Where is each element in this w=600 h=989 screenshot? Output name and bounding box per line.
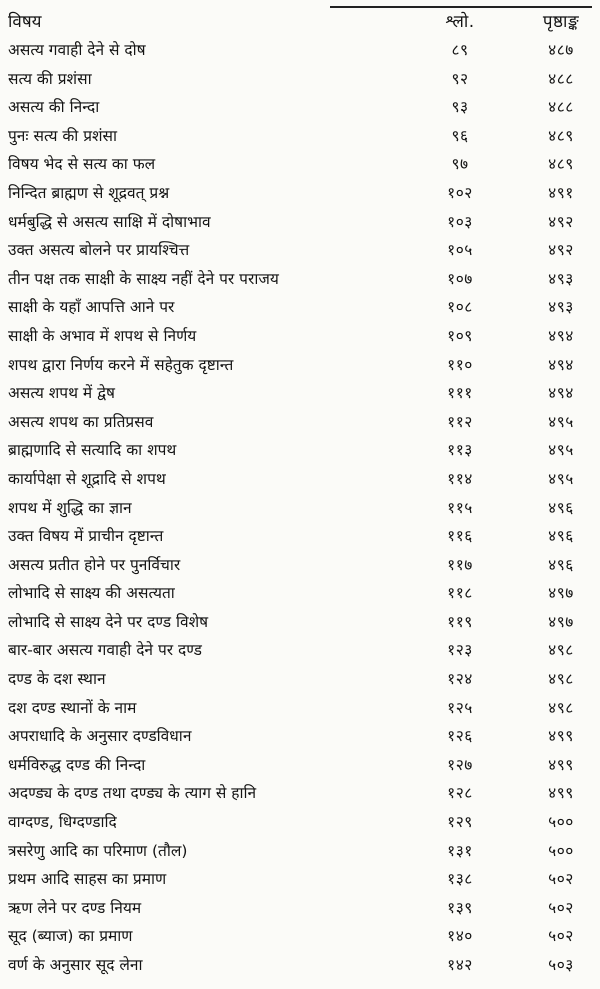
row-subject: दश दण्ड स्थानों के नाम (8, 698, 137, 717)
row-subject: लोभादि से साक्ष्य की असत्यता (8, 584, 175, 603)
row-subject: असत्य शपथ में द्वेष (8, 384, 115, 403)
row-verse: १०७ (447, 269, 473, 288)
table-row (0, 436, 600, 465)
row-verse: १११ (447, 384, 473, 403)
row-verse: ११० (447, 355, 473, 374)
table-row (0, 65, 600, 94)
row-verse: १३९ (447, 898, 473, 917)
row-subject: पुनः सत्य की प्रशंसा (8, 126, 118, 145)
row-page: ४९९ (548, 727, 574, 746)
header-page: पृष्ठाङ्क (542, 12, 580, 32)
row-subject: अपराधादि के अनुसार दण्डविधान (8, 727, 192, 746)
table-row (0, 837, 600, 866)
table-row (0, 922, 600, 951)
row-verse: १२४ (447, 670, 473, 689)
row-page: ४९८ (548, 698, 574, 717)
row-verse: १४२ (447, 956, 473, 974)
index-rows (0, 36, 600, 980)
table-row (0, 265, 600, 294)
row-page: ४८९ (548, 126, 574, 145)
row-verse: १०९ (447, 326, 473, 345)
table-row (0, 379, 600, 408)
row-subject: साक्षी के अभाव में शपथ से निर्णय (8, 326, 197, 345)
row-page: ४९९ (548, 755, 574, 774)
row-page: ४९२ (548, 212, 574, 231)
row-verse: ९७ (451, 155, 469, 174)
row-page: ४९६ (548, 498, 574, 517)
row-page: ४९७ (548, 612, 574, 631)
header-verse: श्लो. (445, 12, 475, 32)
row-subject: अदण्ड्य के दण्ड तथा दण्ड्य के त्याग से हानि (8, 784, 257, 803)
row-verse: १२९ (447, 813, 473, 832)
row-verse: १२५ (447, 698, 473, 717)
row-verse: ११९ (447, 612, 473, 631)
row-verse: ९३ (451, 98, 469, 117)
table-row (0, 122, 600, 151)
table-row (0, 179, 600, 208)
row-subject: ब्राह्मणादि से सत्यादि का शपथ (8, 441, 177, 460)
row-subject: कार्यापेक्षा से शूद्रादि से शपथ (8, 469, 166, 488)
table-row (0, 951, 600, 980)
table-row (0, 665, 600, 694)
row-subject: विषय भेद से सत्य का फल (8, 155, 156, 174)
row-subject: प्रथम आदि साहस का प्रमाण (8, 870, 167, 889)
table-row (0, 93, 600, 122)
table-row (0, 865, 600, 894)
row-verse: १३८ (447, 870, 473, 889)
row-verse: १२७ (447, 755, 473, 774)
table-row (0, 551, 600, 580)
row-page: ४९९ (548, 784, 574, 803)
row-verse: ११६ (447, 527, 473, 546)
row-verse: ९२ (451, 69, 469, 88)
row-subject: उक्त असत्य बोलने पर प्रायश्चित्त (8, 241, 190, 260)
row-page: ४८९ (548, 155, 574, 174)
row-subject: सत्य की प्रशंसा (8, 69, 92, 88)
row-page: ४९६ (548, 527, 574, 546)
row-subject: असत्य प्रतीत होने पर पुनर्विचार (8, 555, 181, 574)
table-row (0, 636, 600, 665)
table-row (0, 36, 600, 65)
row-page: ४९४ (548, 326, 574, 345)
row-page: ४८७ (548, 41, 574, 59)
row-page: ५०० (548, 813, 574, 832)
table-row (0, 751, 600, 780)
row-subject: निन्दित ब्राह्मण से शूद्रवत् प्रश्न (8, 183, 170, 202)
row-subject: तीन पक्ष तक साक्षी के साक्ष्य नहीं देने पर पराजय (8, 269, 279, 288)
row-page: ५०२ (548, 870, 574, 889)
row-page: ५०२ (548, 898, 574, 917)
row-subject: असत्य गवाही देने से दोष (8, 41, 146, 59)
row-verse: १०२ (447, 183, 473, 202)
table-header (0, 8, 600, 36)
table-row (0, 293, 600, 322)
row-page: ४९३ (548, 269, 574, 288)
row-subject: त्रसरेणु आदि का परिमाण (तौल) (8, 841, 188, 860)
table-row (0, 694, 600, 723)
row-verse: ११२ (447, 412, 473, 431)
row-subject: ऋण लेने पर दण्ड नियम (8, 898, 142, 917)
row-page: ४९१ (548, 183, 574, 202)
row-page: ४८८ (548, 98, 574, 117)
table-row (0, 608, 600, 637)
row-subject: असत्य की निन्दा (8, 98, 100, 117)
table-row (0, 236, 600, 265)
row-subject: साक्षी के यहाँ आपत्ति आने पर (8, 298, 175, 317)
table-row (0, 408, 600, 437)
table-row (0, 522, 600, 551)
row-verse: ९६ (451, 126, 469, 145)
row-subject: वाग्दण्ड, धिग्दण्डादि (8, 813, 117, 832)
row-subject: दण्ड के दश स्थान (8, 670, 106, 689)
row-page: ५०२ (548, 927, 574, 946)
row-verse: ११४ (447, 469, 473, 488)
row-page: ४९३ (548, 298, 574, 317)
row-page: ४९६ (548, 555, 574, 574)
table-row (0, 208, 600, 237)
row-page: ४९८ (548, 641, 574, 660)
row-subject: धर्मबुद्धि से असत्य साक्षि में दोषाभाव (8, 212, 211, 231)
row-verse: ११३ (447, 441, 473, 460)
row-verse: १२३ (447, 641, 473, 660)
row-page: ४९५ (548, 412, 574, 431)
row-page: ४८८ (548, 69, 574, 88)
row-subject: वर्ण के अनुसार सूद लेना (8, 956, 143, 974)
row-page: ४९२ (548, 241, 574, 260)
row-subject: लोभादि से साक्ष्य देने पर दण्ड विशेष (8, 612, 209, 631)
row-page: ५०३ (548, 956, 574, 974)
table-row (0, 808, 600, 837)
row-page: ४९५ (548, 469, 574, 488)
table-row (0, 494, 600, 523)
row-subject: शपथ में शुद्धि का ज्ञान (8, 498, 132, 517)
row-subject: असत्य शपथ का प्रतिप्रसव (8, 412, 154, 431)
row-page: ४९४ (548, 384, 574, 403)
table-row (0, 322, 600, 351)
row-verse: ११५ (447, 498, 473, 517)
table-row (0, 894, 600, 923)
row-verse: १३१ (447, 841, 473, 860)
row-page: ४९५ (548, 441, 574, 460)
row-verse: १०८ (447, 298, 473, 317)
row-verse: १२६ (447, 727, 473, 746)
row-verse: ११७ (447, 555, 473, 574)
table-row (0, 722, 600, 751)
row-verse: ११८ (447, 584, 473, 603)
table-row (0, 150, 600, 179)
row-verse: १४० (447, 927, 473, 946)
row-page: ५०० (548, 841, 574, 860)
row-subject: सूद (ब्याज) का प्रमाण (8, 927, 133, 946)
row-verse: १०३ (447, 212, 473, 231)
table-row (0, 779, 600, 808)
row-verse: ८९ (451, 41, 469, 59)
row-subject: शपथ द्वारा निर्णय करने में सहेतुक दृष्टान्त (8, 355, 234, 374)
row-verse: १२८ (447, 784, 473, 803)
row-subject: बार-बार असत्य गवाही देने पर दण्ड (8, 641, 202, 660)
row-subject: धर्मविरुद्ध दण्ड की निन्दा (8, 755, 146, 774)
table-row (0, 465, 600, 494)
table-row (0, 351, 600, 380)
row-page: ४९७ (548, 584, 574, 603)
row-page: ४९८ (548, 670, 574, 689)
table-row (0, 579, 600, 608)
row-verse: १०५ (447, 241, 473, 260)
row-subject: उक्त विषय में प्राचीन दृष्टान्त (8, 527, 164, 546)
header-subject: विषय (8, 12, 42, 32)
row-page: ४९४ (548, 355, 574, 374)
